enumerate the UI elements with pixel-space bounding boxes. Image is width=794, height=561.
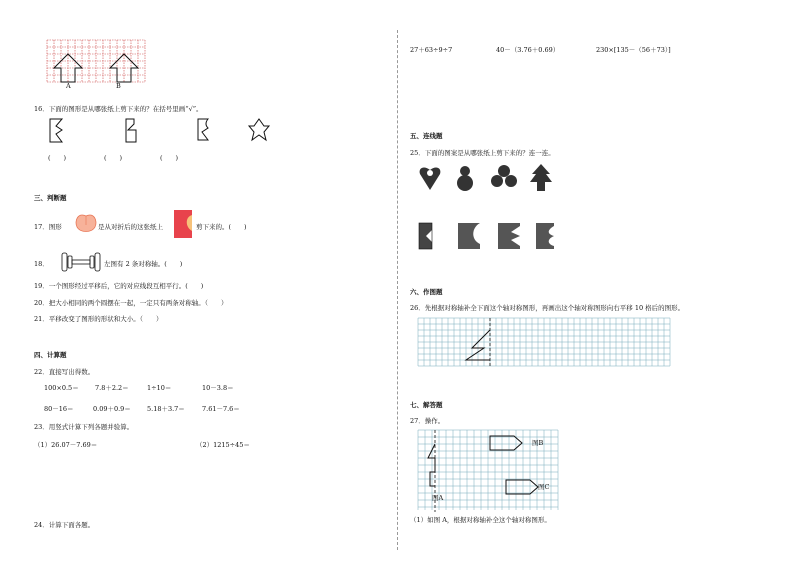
section-7-title: 七、解答题 bbox=[410, 401, 443, 409]
cut-shape-1 bbox=[48, 118, 68, 144]
calc-expr-1: 27＋63÷9÷7 bbox=[410, 46, 453, 54]
grid-label-a: A bbox=[66, 82, 71, 90]
bracket-3[interactable]: ( ) bbox=[160, 154, 179, 162]
pattern-clover-icon bbox=[490, 164, 518, 192]
paper-piece-4 bbox=[535, 222, 555, 250]
grid-label-b: B bbox=[116, 82, 121, 90]
question-24: 24．计算下面各题。 bbox=[34, 521, 95, 529]
calc-r1-c2: 7.8＋2.2＝ bbox=[95, 384, 129, 392]
pattern-heart-icon bbox=[418, 164, 442, 192]
bracket-1[interactable]: ( ) bbox=[48, 154, 67, 162]
calc-r1-c1: 100×0.5＝ bbox=[44, 384, 79, 392]
calc-r1-c3: 1÷10＝ bbox=[147, 384, 172, 392]
question-27: 27．操作。 bbox=[410, 417, 445, 425]
section-6-title: 六、作图题 bbox=[410, 288, 443, 296]
calc-r2-c4: 7.61－7.6＝ bbox=[202, 405, 240, 413]
calc-r2-c3: 5.18＋3.7＝ bbox=[147, 405, 185, 413]
bracket-2[interactable]: ( ) bbox=[104, 154, 123, 162]
q17-part1: 17．图形 bbox=[34, 223, 62, 231]
calc-expr-3: 230×[135－（56＋73）] bbox=[596, 46, 671, 54]
q23-item-2: （2）1215÷45＝ bbox=[196, 441, 250, 449]
figure-a-label: 图A bbox=[432, 494, 444, 502]
question-20: 20．把大小相同的两个圆摆在一起，一定只有两条对称轴。（ ） bbox=[34, 299, 228, 307]
section-4-title: 四、计算题 bbox=[34, 351, 67, 359]
calc-r2-c2: 0.09＋0.9＝ bbox=[93, 405, 131, 413]
figure-b-label: 图B bbox=[532, 439, 544, 447]
question-21: 21．平移改变了图形的形状和大小。（ ） bbox=[34, 315, 163, 323]
question-19: 19．一个图形经过平移后，它的对应线段互相平行。( ) bbox=[34, 282, 204, 290]
question-16: 16．下面的图形是从哪张纸上剪下来的？在括号里画“√”。 bbox=[34, 105, 203, 113]
q17-part3: 剪下来的。( ) bbox=[196, 223, 247, 231]
question-23: 23．用竖式计算下列各题并验算。 bbox=[34, 423, 134, 431]
section-5-title: 五、连线题 bbox=[410, 132, 443, 140]
pattern-gourd-icon bbox=[455, 163, 475, 193]
paper-piece-2 bbox=[457, 222, 481, 250]
paper-piece-3 bbox=[497, 222, 521, 250]
q23-item-1: （1）26.07－7.69＝ bbox=[34, 441, 98, 449]
dumbbell-shape bbox=[60, 251, 104, 273]
pattern-tree-icon bbox=[528, 163, 554, 193]
calc-r2-c1: 80－16＝ bbox=[44, 405, 74, 413]
question-26: 26．先根据对称轴补全下面这个轴对称图形，再画出这个轴对称图形向右平移 10 格后的图形。 bbox=[410, 304, 685, 312]
section-3-title: 三、判断题 bbox=[34, 194, 67, 202]
cut-shape-3 bbox=[194, 118, 214, 144]
cut-shape-2 bbox=[122, 118, 142, 144]
question-27-1: （1）如图 A，根据对称轴补全这个轴对称图形。 bbox=[410, 516, 551, 524]
question-22: 22．直接写出得数。 bbox=[34, 368, 95, 376]
q17-part2: 是从对折后的这张纸上 bbox=[98, 223, 163, 231]
column-divider bbox=[397, 30, 398, 550]
drawing-grid-26 bbox=[418, 318, 670, 370]
folded-paper bbox=[173, 209, 197, 239]
question-25: 25．下面的图案是从哪张纸上剪下来的？连一连。 bbox=[410, 149, 555, 157]
paper-piece-1 bbox=[418, 222, 434, 250]
calc-r1-c4: 10－3.8＝ bbox=[202, 384, 234, 392]
arrow-grid-figure bbox=[47, 40, 147, 92]
figure-c-label: 图C bbox=[538, 483, 550, 491]
q18-part1: 18． bbox=[34, 260, 49, 268]
peach-shape bbox=[74, 213, 98, 235]
cut-shape-4 bbox=[248, 118, 270, 146]
calc-expr-2: 40－（3.76＋0.69） bbox=[496, 46, 560, 54]
q18-part2: 左图有 2 条对称轴。( ) bbox=[104, 260, 183, 268]
